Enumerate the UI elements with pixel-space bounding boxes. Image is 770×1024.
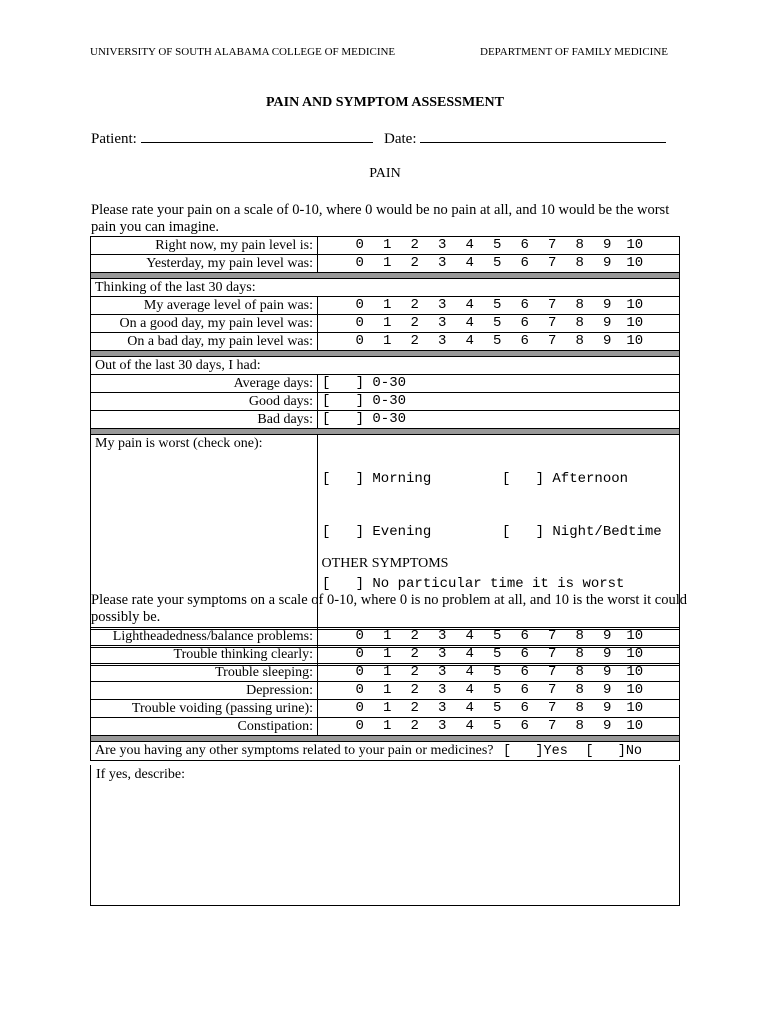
scale-option[interactable]: 1 (383, 255, 392, 271)
option-no-particular-time[interactable]: [ ] No particular time it is worst (322, 576, 625, 592)
scale-cell[interactable] (318, 237, 680, 255)
scale-option[interactable]: 1 (383, 718, 392, 734)
scale-option[interactable]: 3 (438, 682, 447, 698)
scale-option[interactable]: 5 (493, 628, 502, 644)
scale-option[interactable]: 4 (465, 700, 474, 716)
scale-option[interactable]: 0 (355, 315, 364, 331)
scale-option[interactable]: 1 (383, 682, 392, 698)
scale-option[interactable]: 10 (626, 682, 644, 698)
scale-option[interactable]: 7 (548, 682, 557, 698)
scale-option[interactable]: 7 (548, 628, 557, 644)
scale-option[interactable]: 5 (493, 255, 502, 271)
scale-option[interactable]: 9 (603, 718, 612, 734)
scale-option[interactable]: 8 (575, 646, 584, 662)
scale-option[interactable]: 0 (355, 628, 364, 644)
scale-option[interactable]: 0 (355, 718, 364, 734)
row-label: Good days: (91, 393, 318, 411)
pain-row-good-day (91, 315, 680, 333)
describe-label: If yes, describe: (96, 767, 186, 782)
scale-option[interactable]: 7 (548, 646, 557, 662)
header-left: UNIVERSITY OF SOUTH ALABAMA COLLEGE OF MEDICINE (90, 46, 396, 58)
scale-option[interactable]: 5 (493, 664, 502, 680)
scale-option[interactable]: 10 (626, 628, 644, 644)
scale-option[interactable]: 1 (383, 646, 392, 662)
scale-option[interactable]: 8 (575, 718, 584, 734)
scale-option[interactable]: 2 (410, 297, 419, 313)
header-right: DEPARTMENT OF FAMILY MEDICINE (480, 46, 668, 58)
scale-option[interactable]: 2 (410, 682, 419, 698)
pain-row-now (91, 237, 680, 255)
scale-option[interactable]: 4 (465, 333, 474, 349)
scale-option[interactable]: 6 (520, 237, 529, 253)
date-field[interactable] (420, 130, 666, 143)
scale-option[interactable]: 9 (603, 237, 612, 253)
scale-option[interactable]: 6 (520, 255, 529, 271)
scale-cell[interactable] (318, 297, 680, 315)
scale-cell[interactable] (318, 700, 680, 718)
scale-option[interactable]: 9 (603, 646, 612, 662)
scale-option[interactable]: 7 (548, 237, 557, 253)
scale-option[interactable]: 10 (626, 237, 644, 253)
scale-option[interactable]: 10 (626, 315, 644, 331)
date-line (384, 130, 666, 148)
symptom-row-voiding (91, 700, 680, 718)
scale-option[interactable]: 3 (438, 646, 447, 662)
question-text: Are you having any other symptoms related to your pain or medicines? (95, 743, 494, 758)
scale-option[interactable]: 8 (575, 664, 584, 680)
scale-option[interactable]: 8 (575, 682, 584, 698)
symptom-row-thinking (91, 646, 680, 664)
scale-option[interactable]: 3 (438, 700, 447, 716)
scale-cell[interactable] (318, 718, 680, 736)
scale-option[interactable]: 3 (438, 255, 447, 271)
scale-option[interactable]: 5 (493, 237, 502, 253)
row-label: Constipation: (91, 718, 318, 736)
scale-option[interactable]: 0 (355, 682, 364, 698)
scale-option[interactable]: 7 (548, 255, 557, 271)
scale-option[interactable]: 9 (603, 255, 612, 271)
scale-option[interactable]: 7 (548, 664, 557, 680)
scale-option[interactable]: 8 (575, 333, 584, 349)
thirty-days-heading: Thinking of the last 30 days: (91, 279, 680, 297)
scale-option[interactable]: 7 (548, 333, 557, 349)
option-afternoon[interactable]: [ ] Afternoon (502, 471, 629, 487)
describe-box[interactable] (90, 765, 680, 906)
scale-option[interactable]: 1 (383, 237, 392, 253)
scale-option[interactable]: 4 (465, 315, 474, 331)
row-label: On a good day, my pain level was: (91, 315, 318, 333)
scale-option[interactable]: 7 (548, 700, 557, 716)
pain-row-bad-day (91, 333, 680, 351)
row-label: Bad days: (91, 411, 318, 429)
pain-row-yesterday (91, 255, 680, 273)
row-label: My average level of pain was: (91, 297, 318, 315)
scale-option[interactable]: 2 (410, 646, 419, 662)
scale-option[interactable]: 2 (410, 315, 419, 331)
scale-option[interactable]: 0 (355, 664, 364, 680)
scale-option[interactable]: 10 (626, 333, 644, 349)
scale-option[interactable]: 0 (355, 237, 364, 253)
other-symptoms-question (91, 742, 680, 761)
patient-label: Patient: (91, 131, 137, 147)
scale-option[interactable]: 4 (465, 297, 474, 313)
scale-option[interactable]: 2 (410, 237, 419, 253)
scale-cell[interactable] (318, 333, 680, 351)
scale-option[interactable]: 9 (603, 664, 612, 680)
patient-field[interactable] (141, 130, 373, 143)
scale-option[interactable]: 6 (520, 682, 529, 698)
scale-option[interactable]: 10 (626, 700, 644, 716)
scale-option[interactable]: 8 (575, 237, 584, 253)
scale-option[interactable]: 2 (410, 628, 419, 644)
scale-option[interactable]: 10 (626, 718, 644, 734)
scale-option[interactable]: 5 (493, 315, 502, 331)
scale-option[interactable]: 1 (383, 628, 392, 644)
scale-option[interactable]: 8 (575, 700, 584, 716)
symptom-row-depression (91, 682, 680, 700)
scale-option[interactable]: 6 (520, 315, 529, 331)
scale-option[interactable]: 4 (465, 255, 474, 271)
scale-option[interactable]: 10 (626, 297, 644, 313)
symptoms-intro: Please rate your symptoms on a scale of 0-10, where 0 is no problem at all, and 10 is the worst it could possibly be. (91, 592, 687, 625)
scale-option[interactable]: 9 (603, 315, 612, 331)
scale-option[interactable]: 6 (520, 664, 529, 680)
scale-cell[interactable] (318, 664, 680, 682)
scale-option[interactable]: 5 (493, 682, 502, 698)
scale-option[interactable]: 4 (465, 646, 474, 662)
symptoms-table (90, 627, 680, 761)
days-row-average (91, 375, 680, 393)
scale-option[interactable]: 5 (493, 646, 502, 662)
scale-option[interactable]: 9 (603, 682, 612, 698)
scale-cell[interactable] (318, 682, 680, 700)
row-label: On a bad day, my pain level was: (91, 333, 318, 351)
scale-option[interactable]: 3 (438, 718, 447, 734)
scale-option[interactable]: 9 (603, 700, 612, 716)
scale-cell[interactable] (318, 315, 680, 333)
days-input[interactable]: [ ] 0-30 (318, 393, 680, 411)
row-label: Average days: (91, 375, 318, 393)
pain-heading: PAIN (369, 166, 401, 181)
days-heading: Out of the last 30 days, I had: (91, 357, 680, 375)
scale-option[interactable]: 3 (438, 297, 447, 313)
scale-option[interactable]: 1 (383, 664, 392, 680)
scale-option[interactable]: 3 (438, 628, 447, 644)
page-title: PAIN AND SYMPTOM ASSESSMENT (266, 95, 504, 110)
row-label: Right now, my pain level is: (91, 237, 318, 255)
days-input[interactable]: [ ] 0-30 (318, 375, 680, 393)
option-morning[interactable]: [ ] Morning (322, 471, 432, 487)
scale-option[interactable]: 8 (575, 255, 584, 271)
scale-option[interactable]: 10 (626, 255, 644, 271)
days-row-good (91, 393, 680, 411)
option-evening[interactable]: [ ] Evening (322, 523, 432, 540)
scale-option[interactable]: 5 (493, 700, 502, 716)
scale-option[interactable]: 0 (355, 646, 364, 662)
scale-option[interactable]: 3 (438, 237, 447, 253)
scale-option[interactable]: 10 (626, 646, 644, 662)
scale-option[interactable]: 8 (575, 297, 584, 313)
scale-option[interactable]: 6 (520, 297, 529, 313)
scale-option[interactable]: 0 (355, 297, 364, 313)
scale-option[interactable]: 1 (383, 333, 392, 349)
symptom-row-constipation (91, 718, 680, 736)
scale-option[interactable]: 8 (575, 628, 584, 644)
scale-option[interactable]: 6 (520, 700, 529, 716)
scale-option[interactable]: 9 (603, 297, 612, 313)
scale-option[interactable]: 0 (355, 255, 364, 271)
scale-option[interactable]: 4 (465, 664, 474, 680)
scale-option[interactable]: 8 (575, 315, 584, 331)
scale-option[interactable]: 6 (520, 333, 529, 349)
scale-option[interactable]: 2 (410, 718, 419, 734)
scale-option[interactable]: 4 (465, 237, 474, 253)
pain-row-average (91, 297, 680, 315)
symptom-row-lightheadedness (91, 628, 680, 646)
scale-option[interactable]: 7 (548, 718, 557, 734)
scale-option[interactable]: 3 (438, 664, 447, 680)
scale-option[interactable]: 6 (520, 646, 529, 662)
scale-option[interactable]: 9 (603, 333, 612, 349)
scale-option[interactable]: 2 (410, 255, 419, 271)
scale-option[interactable]: 3 (438, 315, 447, 331)
row-label: Trouble thinking clearly: (91, 646, 318, 664)
scale-option[interactable]: 7 (548, 315, 557, 331)
no-checkbox[interactable]: [ ]No (585, 744, 643, 759)
scale-option[interactable]: 5 (493, 718, 502, 734)
scale-option[interactable]: 4 (465, 682, 474, 698)
other-symptoms-question-row (91, 742, 680, 761)
scale-option[interactable]: 0 (355, 700, 364, 716)
scale-cell[interactable] (318, 646, 680, 664)
days-row-bad (91, 411, 680, 429)
pain-intro: Please rate your pain on a scale of 0-10, where 0 would be no pain at all, and 10 would be the worst pain you can imagine. (91, 202, 670, 235)
scale-option[interactable]: 2 (410, 700, 419, 716)
scale-option[interactable]: 9 (603, 628, 612, 644)
scale-option[interactable]: 5 (493, 297, 502, 313)
patient-line (91, 130, 373, 148)
scale-option[interactable]: 1 (383, 315, 392, 331)
scale-option[interactable]: 1 (383, 297, 392, 313)
row-label: Yesterday, my pain level was: (91, 255, 318, 273)
scale-option[interactable]: 6 (520, 718, 529, 734)
row-label: Trouble sleeping: (91, 664, 318, 682)
scale-cell[interactable] (318, 255, 680, 273)
scale-option[interactable]: 5 (493, 333, 502, 349)
scale-cell[interactable] (318, 628, 680, 646)
scale-option[interactable]: 2 (410, 333, 419, 349)
symptom-row-sleeping (91, 664, 680, 682)
option-night-bedtime[interactable]: [ ] Night/Bedtime (502, 523, 662, 540)
scale-option[interactable]: 10 (626, 664, 644, 680)
scale-option[interactable]: 4 (465, 628, 474, 644)
scale-option[interactable]: 2 (410, 664, 419, 680)
scale-option[interactable]: 4 (465, 718, 474, 734)
row-label: Depression: (91, 682, 318, 700)
row-label: Lightheadedness/balance problems: (91, 628, 318, 646)
scale-option[interactable]: 3 (438, 333, 447, 349)
scale-option[interactable]: 0 (355, 333, 364, 349)
scale-option[interactable]: 1 (383, 700, 392, 716)
date-label: Date: (384, 131, 417, 147)
scale-option[interactable]: 7 (548, 297, 557, 313)
worst-label: My pain is worst (check one): (91, 435, 318, 630)
row-label: Trouble voiding (passing urine): (91, 700, 318, 718)
days-input[interactable]: [ ] 0-30 (318, 411, 680, 429)
scale-option[interactable]: 6 (520, 628, 529, 644)
other-symptoms-heading: OTHER SYMPTOMS (321, 556, 449, 571)
yes-checkbox[interactable]: [ ]Yes (503, 744, 568, 759)
